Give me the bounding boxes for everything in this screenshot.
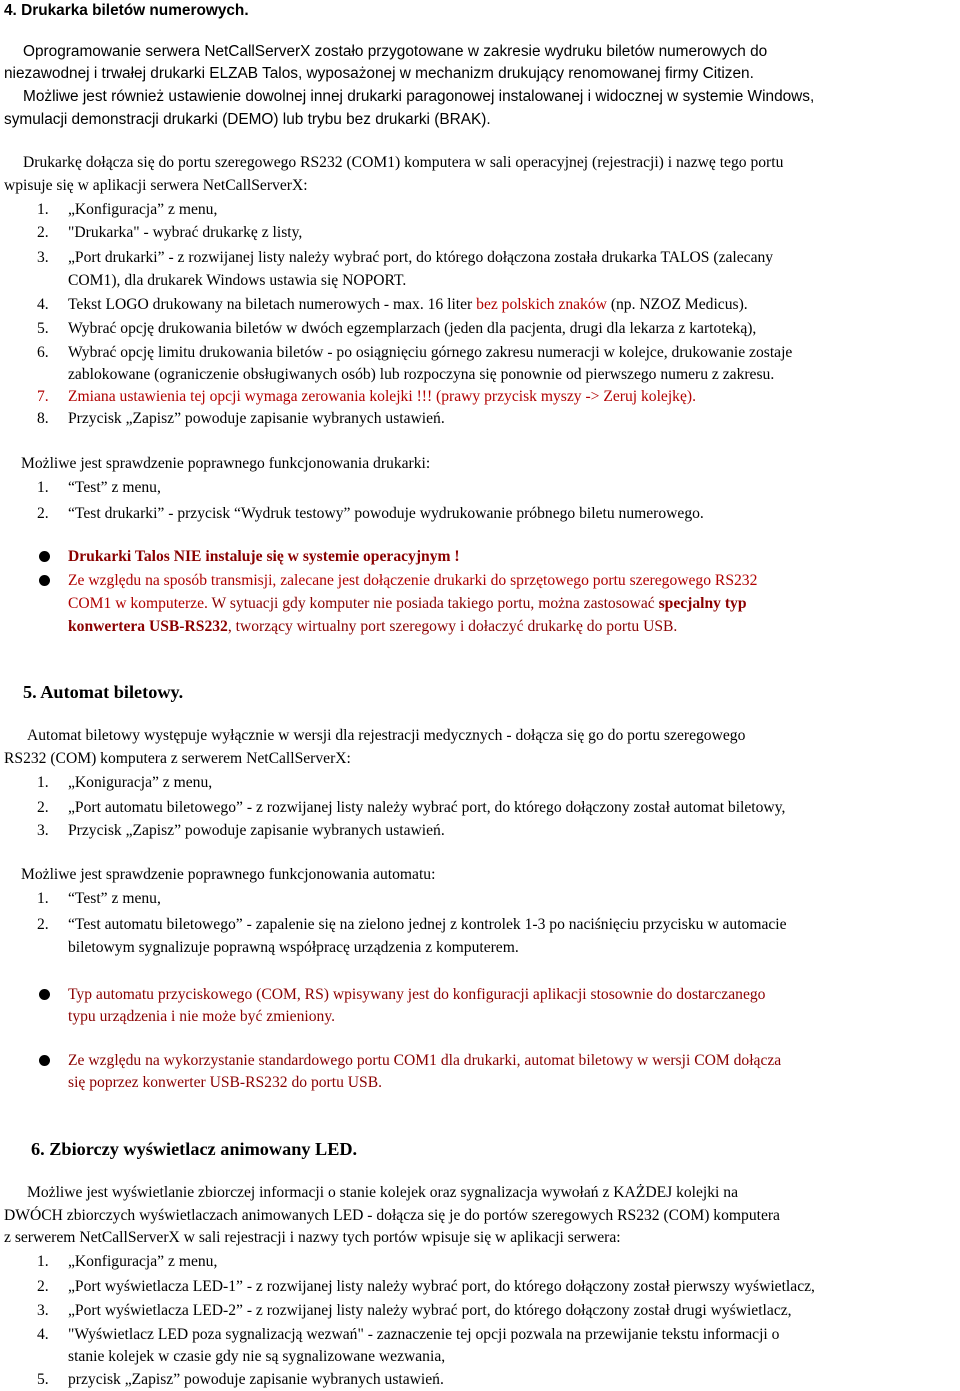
s4-note-2-line-2: COM1 w komputerze. W sytuacji gdy komputer nie posiada takiego portu, można zastosować specjalny typ [68,595,747,612]
s5-note-2-line-2: się poprzez konwerter USB-RS232 do portu USB. [68,1074,383,1091]
s4-intro-line-1: Oprogramowanie serwera NetCallServerX zostało przygotowane w zakresie wydruku biletów numerowych do [23,43,768,60]
s4-p2-line-2: wpisuje się w aplikacji serwera NetCallServerX: [4,177,308,194]
s6-step-5: przycisk „Zapisz” powoduje zapisanie wybranych ustawień. [68,1371,444,1388]
s5-check-step-2-line-1: “Test automatu biletowego” - zapalenie się na zielono jednej z kontrolek 1-3 po naciśnięciu przycisku w automacie [68,916,787,933]
no-polish-chars-note: bez polskich znaków [476,296,607,313]
s5-check-step-2-line-2: biletowym sygnalizuje poprawną współpracę urządzenia z komputerem. [68,939,519,956]
s4-check-step-2: “Test drukarki” - przycisk “Wydruk testowy” powoduje wydrukowanie próbnego biletu numerowego. [68,505,704,522]
s6-intro-line-3: z serwerem NetCallServerX w sali rejestracji i nazwy tych portów wpisuje się w aplikacji serwera: [4,1229,621,1246]
s6-intro-line-2: DWÓCH zbiorczych wyświetlaczach animowanych LED - dołącza się je do portów szeregowych RS232 (COM) komputera [4,1207,780,1224]
bullet-icon [39,575,50,586]
s4-intro-line-3: Możliwe jest również ustawienie dowolnej innej drukarki paragonowej instalowanej i widocznej w systemie Windows, [23,88,815,105]
s6-step-4-line-2: stanie kolejek w czasie gdy nie są sygnalizowane wezwania, [68,1348,446,1365]
s4-check-intro: Możliwe jest sprawdzenie poprawnego funkcjonowania drukarki: [21,455,431,472]
s4-intro-line-2: niezawodnej i trwałej drukarki ELZAB Talos, wyposażonej w mechanizm drukujący renomowanej firmy Citizen. [4,65,754,82]
s5-intro-line-2: RS232 (COM) komputera z serwerem NetCallServerX: [4,750,351,767]
s4-check-step-1: “Test” z menu, [68,479,161,496]
bullet-icon [39,1055,50,1066]
s5-note-1-line-1: Typ automatu przyciskowego (COM, RS) wpisywany jest do konfiguracji aplikacji stosownie do dostarczanego [68,986,766,1003]
section-6-heading: 6. Zbiorczy wyświetlacz animowany LED. [31,1139,358,1159]
s5-step-1: „Koniguracja” z menu, [68,774,213,791]
s6-step-4-line-1: "Wyświetlacz LED poza sygnalizacją wezwań" - zaznaczenie tej opcji pozwala na przewijanie tekstu informacji o [68,1326,780,1343]
s6-step-3: „Port wyświetlacza LED-2” - z rozwijanej listy należy wybrać port, do którego dołączony został drugi wyświetlacz, [68,1302,792,1319]
bullet-icon [39,989,50,1000]
s4-note-1: Drukarki Talos NIE instaluje się w systemie operacyjnym ! [68,548,460,565]
s4-note-2-line-3: konwertera USB-RS232, tworzący wirtualny port szeregowy i dołaczyć drukarkę do portu USB. [68,618,678,635]
s5-note-2-line-1: Ze względu na wykorzystanie standardowego portu COM1 dla drukarki, automat biletowy w wersji COM dołącza [68,1052,782,1069]
s6-step-2: „Port wyświetlacza LED-1” - z rozwijanej listy należy wybrać port, do którego dołączony został pierwszy wyświetlacz, [68,1278,815,1295]
s4-note-2-line-1: Ze względu na sposób transmisji, zalecane jest dołączenie drukarki do sprzętowego portu szeregowego RS232 [68,572,758,589]
s5-note-1-line-2: typu urządzenia i nie może być zmieniony. [68,1008,336,1025]
s5-check-intro: Możliwe jest sprawdzenie poprawnego funkcjonowania automatu: [21,866,436,883]
s6-intro-line-1: Możliwe jest wyświetlanie zbiorczej informacji o stanie kolejek oraz sygnalizacja wywołań z KAŻDEJ kolejki na [27,1184,739,1201]
s4-intro-line-4: symulacji demonstracji drukarki (DEMO) lub trybu bez drukarki (BRAK). [4,111,491,128]
s5-check-step-1: “Test” z menu, [68,890,161,907]
s6-step-1: „Konfiguracja” z menu, [68,1253,218,1270]
s5-step-3: Przycisk „Zapisz” powoduje zapisanie wybranych ustawień. [68,822,445,839]
section-5-heading: 5. Automat biletowy. [23,682,184,702]
s4-p2-line-1: Drukarkę dołącza się do portu szeregowego RS232 (COM1) komputera w sali operacyjnej (rejestracji) i nazwę tego portu [23,154,784,171]
s5-intro-line-1: Automat biletowy występuje wyłącznie w wersji dla rejestracji medycznych - dołącza się go do portu szeregowego [27,727,746,744]
document-page: 4. Drukarka biletów numerowych. Oprogramowanie serwera NetCallServerX zostało przygotowane w zakresie wydruku biletów numerowych do niezawodnej i trwałej drukarki ELZAB Talos, wyposażonej w mechanizm drukujący renomowanej firmy Citizen. Możliwe jest również ustawienie dowolnej innej drukarki paragonowej instalowanej i widocznej w systemie Windows, symulacji demonstracji drukarki (DEMO) lub trybu bez drukarki (BRAK). Drukarkę dołącza się do portu szeregowego RS232 (COM1) komputera w sali operacyjnej (rejestracji) i nazwę tego portu wpisuje się w aplikacji serwera NetCallServerX: 1. „Konfiguracja” z menu, 2. "Drukarka" - wybrać drukarkę z listy, 3. „Port drukarki” - z rozwijanej listy należy wybrać port, do którego dołączona została drukarka TALOS (zalecany COM1), dla drukarek Windows ustawia się NOPORT. 4. Tekst LOGO drukowany na biletach numerowych - max. 16 liter bez polskich znaków (np. NZOZ Medicus). 5. Wybrać opcję drukowania biletów w dwóch egzemplarzach (jeden dla pacjenta, drugi dla lekarza z kartoteką), 6. Wybrać opcję limitu drukowania biletów - po osiągnięciu górnego zakresu numeracji w kolejce, drukowanie zostaje zablokowane (ograniczenie obsługiwanych osób) lub rozpoczyna się ponownie od pierwszego numeru z zakresu. 7. Zmiana ustawienia tej opcji wymaga zerowania kolejki !!! (prawy przycisk myszy -> Zeruj kolejkę). 8. Przycisk „Zapisz” powoduje zapisanie wybranych ustawień. Możliwe jest sprawdzenie poprawnego funkcjonowania drukarki: 1. “Test” z menu, 2. “Test drukarki” - przycisk “Wydruk testowy” powoduje wydrukowanie próbnego biletu numerowego. Drukarki Talos NIE instaluje się w systemie operacyjnym ! Ze względu na sposób transmisji, zalecane jest dołączenie drukarki do sprzętowego portu szeregowego RS232 COM1 w komputerze. W sytuacji gdy komputer nie posiada takiego portu, można zastosować specjalny typ konwertera USB-RS232, tworzący wirtualny port szeregowy i dołaczyć drukarkę do portu USB. 5. Automat biletowy. Automat biletowy występuje wyłącznie w wersji dla rejestracji medycznych - dołącza się go do portu szeregowego RS232 (COM) komputera z serwerem NetCallServerX: 1. „Koniguracja” z menu, 2. „Port automatu biletowego” - z rozwijanej listy należy wybrać port, do którego dołączony został automat biletowy, 3. Przycisk „Zapisz” powoduje zapisanie wybranych ustawień. Możliwe jest sprawdzenie poprawnego funkcjonowania automatu: 1. “Test” z menu, 2. “Test automatu biletowego” - zapalenie się na zielono jednej z kontrolek 1-3 po naciśnięciu przycisku w automacie biletowym sygnalizuje poprawną współpracę urządzenia z komputerem. Typ automatu przyciskowego (COM, RS) wpisywany jest do konfiguracji aplikacji stosownie do dostarczanego typu urządzenia i nie może być zmieniony. Ze względu na wykorzystanie standardowego portu COM1 dla drukarki, automat biletowy w wersji COM dołącza się poprzez konwerter USB-RS232 do portu USB. 6. Zbiorczy wyświetlacz animowany LED. Możliwe jest wyświetlanie zbiorczej informacji o stanie kolejek oraz sygnalizacja wywołań z KAŻDEJ kolejki na DWÓCH zbiorczych wyświetlaczach animowanych LED - dołącza się je do portów szeregowych RS232 (COM) komputera z serwerem NetCallServerX w sali rejestracji i nazwy tych portów wpisuje się w aplikacji serwera: 1. „Konfiguracja” z menu, 2. „Port wyświetlacza LED-1” - z rozwijanej listy należy wybrać port, do którego dołączony został pierwszy wyświetlacz, 3. „Port wyświetlacza LED-2” - z rozwijanej listy należy wybrać port, do którego dołączony został drugi wyświetlacz, 4. "Wyświetlacz LED poza sygnalizacją wezwań" - zaznaczenie tej opcji pozwala na przewijanie tekstu informacji o stanie kolejek w czasie gdy nie są sygnalizowane wezwania, 5. przycisk „Zapisz” powoduje zapisanie wybranych ustawień. [0,0,960,1391]
s5-step-2: „Port automatu biletowego” - z rozwijanej listy należy wybrać port, do którego dołączony został automat biletowy, [68,799,786,816]
section-4-heading: 4. Drukarka biletów numerowych. [4,2,249,19]
bullet-icon [39,551,50,562]
